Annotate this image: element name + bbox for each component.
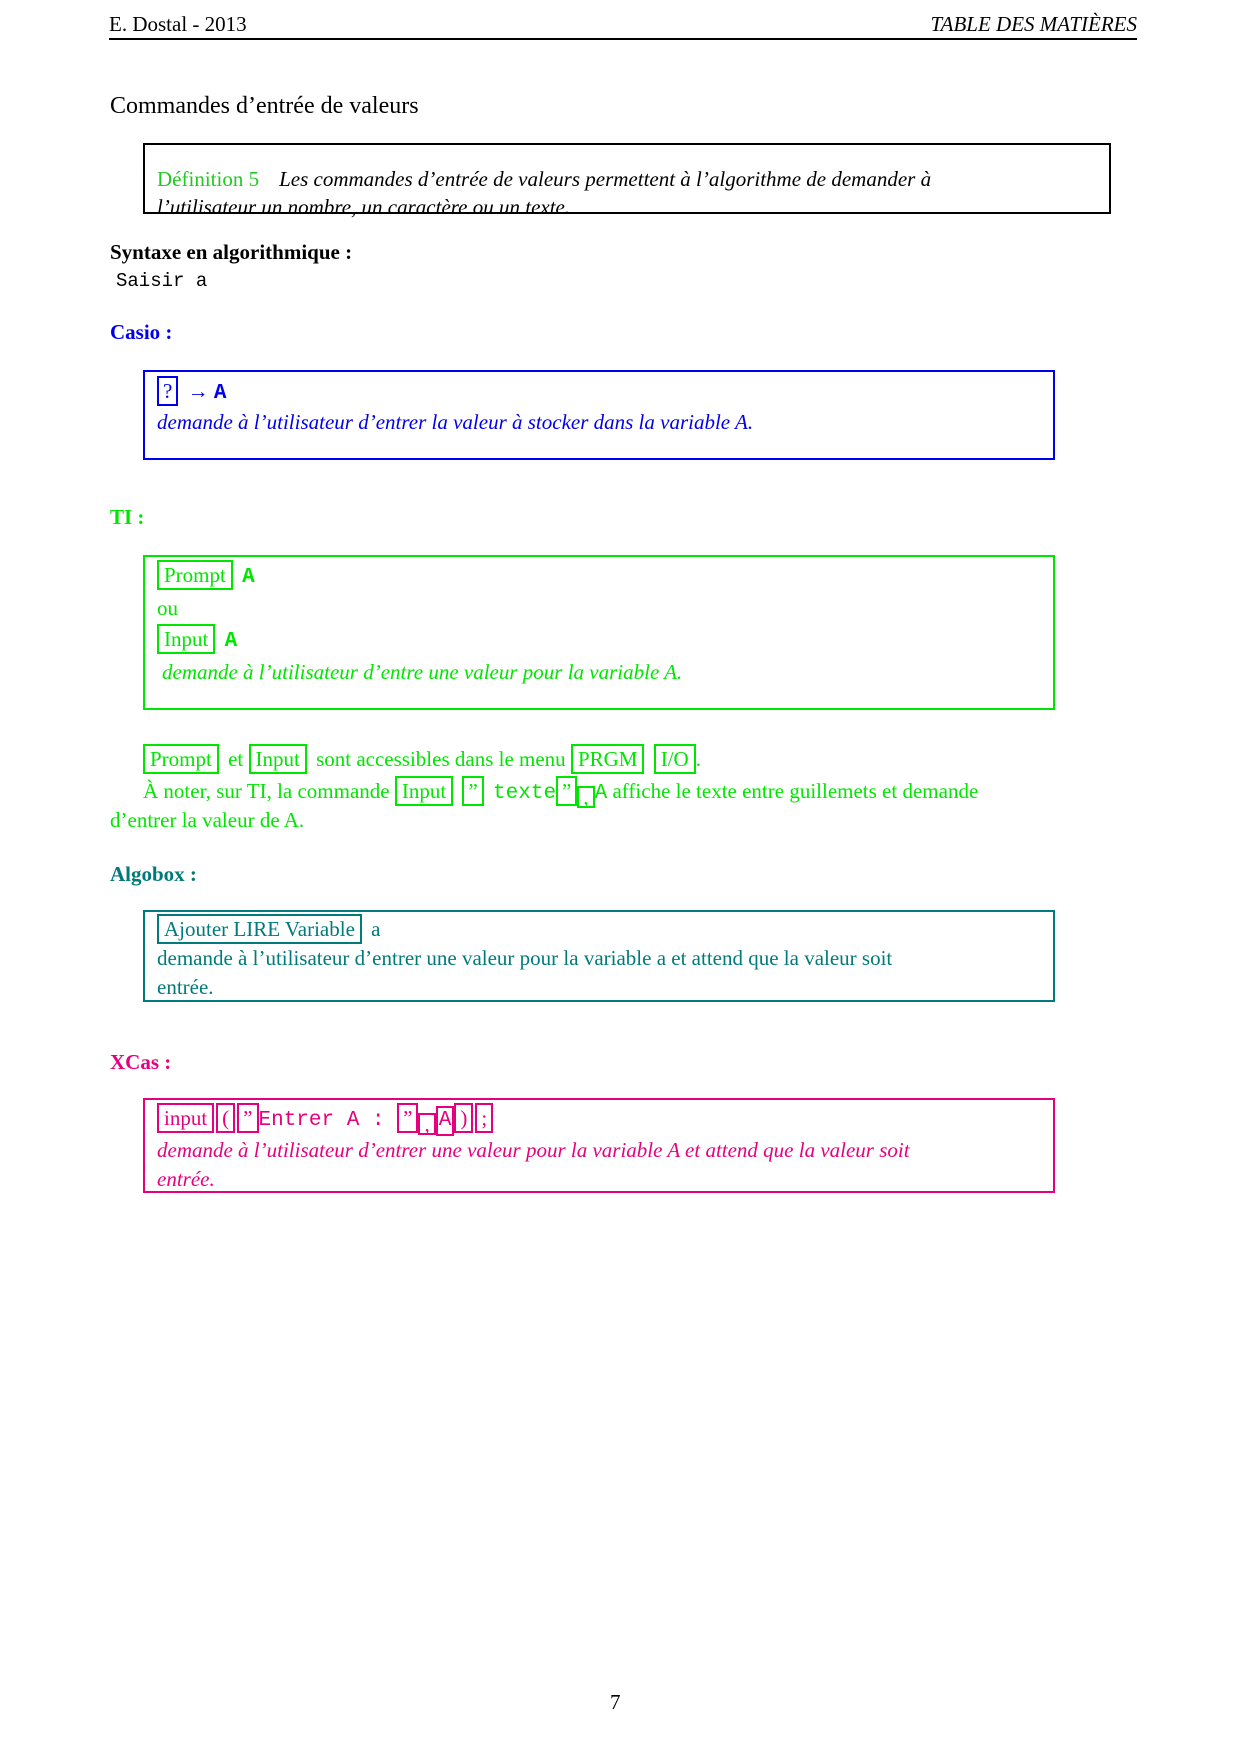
ti-prompt-key: Prompt xyxy=(157,560,233,590)
ti-note-text: sont accessibles dans le menu xyxy=(316,747,566,771)
xcas-box xyxy=(143,1098,1055,1193)
ti-prgm-key: PRGM xyxy=(571,744,645,774)
arrow-icon: → xyxy=(187,379,209,403)
ti-or: ou xyxy=(157,596,178,620)
syntax-title: Syntaxe en algorithmique : xyxy=(110,240,353,264)
ti-code-texte: texte xyxy=(493,782,557,805)
xcas-quote-open-key: ” xyxy=(237,1103,258,1133)
ti-comma-key: , xyxy=(577,786,594,808)
header-section-title: TABLE DES MATIÈRES xyxy=(930,12,1137,36)
algobox-box xyxy=(143,910,1055,1002)
casio-question-key: ? xyxy=(157,376,178,406)
casio-description: demande à l’utilisateur d’entrer la valeur à stocker dans la variable A. xyxy=(157,410,754,434)
ti-notes xyxy=(143,740,1138,811)
xcas-code-prompt: Entrer A : xyxy=(258,1109,398,1132)
algobox-var: a xyxy=(371,917,381,941)
definition-text-1: Les commandes d’entrée de valeurs permettent à l’algorithme de demander à xyxy=(279,167,932,191)
ti-title: TI : xyxy=(110,505,145,529)
xcas-var-key: A xyxy=(436,1106,455,1136)
ti-description: demande à l’utilisateur d’entre une valeur pour la variable A. xyxy=(162,660,683,684)
ti-note2-start: À noter, sur TI, la commande xyxy=(143,779,390,803)
algobox-description-2: entrée. xyxy=(157,975,214,999)
casio-var: A xyxy=(213,382,227,405)
ti-code-var: A xyxy=(594,782,608,805)
xcas-paren-close-key: ) xyxy=(454,1103,473,1133)
ti-box xyxy=(143,555,1055,710)
definition-box xyxy=(143,143,1111,219)
xcas-paren-open-key: ( xyxy=(216,1103,235,1133)
algobox-lire-key: Ajouter LIRE Variable xyxy=(157,914,362,944)
xcas-description-2: entrée. xyxy=(157,1167,215,1191)
ti-note-prompt-key: Prompt xyxy=(143,744,219,774)
xcas-description-1: demande à l’utilisateur d’entrer une valeur pour la variable A et attend que la valeur soit xyxy=(157,1138,910,1162)
ti-note-end: . xyxy=(695,747,701,771)
syntax-code: Saisir a xyxy=(116,270,208,292)
casio-box xyxy=(143,370,1055,460)
xcas-input-key: input xyxy=(157,1103,214,1133)
xcas-quote-close-key: ” xyxy=(397,1103,418,1133)
header-rule xyxy=(109,38,1137,40)
ti-note-input-key: Input xyxy=(249,744,307,774)
ti-note2-after: affiche le texte entre guillemets et demande xyxy=(612,779,979,803)
definition-label: Définition 5 xyxy=(157,167,260,191)
ti-quote-close-key: ” xyxy=(556,776,577,806)
ti-var-2: A xyxy=(224,630,238,653)
definition-text-2: l’utilisateur un nombre, un caractère ou un texte. xyxy=(157,195,571,219)
header-author: E. Dostal - 2013 xyxy=(109,12,247,36)
ti-io-key: I/O xyxy=(654,744,696,774)
algobox-description-1: demande à l’utilisateur d’entrer une valeur pour la variable a et attend que la valeur soit xyxy=(157,946,893,970)
page-number: 7 xyxy=(610,1690,621,1714)
ti-input-key: Input xyxy=(157,624,215,654)
xcas-comma-key: , xyxy=(418,1113,435,1135)
xcas-semicolon-key: ; xyxy=(475,1103,493,1133)
casio-title: Casio : xyxy=(110,320,173,344)
ti-note-et: et xyxy=(228,747,244,771)
ti-note2-line2: d’entrer la valeur de A. xyxy=(110,808,305,832)
algobox-title: Algobox : xyxy=(110,862,197,886)
xcas-title: XCas : xyxy=(110,1050,172,1074)
section-title: Commandes d’entrée de valeurs xyxy=(110,93,419,119)
ti-var-1: A xyxy=(242,566,255,589)
ti-note2-input-key: Input xyxy=(395,776,453,806)
ti-quote-open-key: ” xyxy=(462,776,483,806)
